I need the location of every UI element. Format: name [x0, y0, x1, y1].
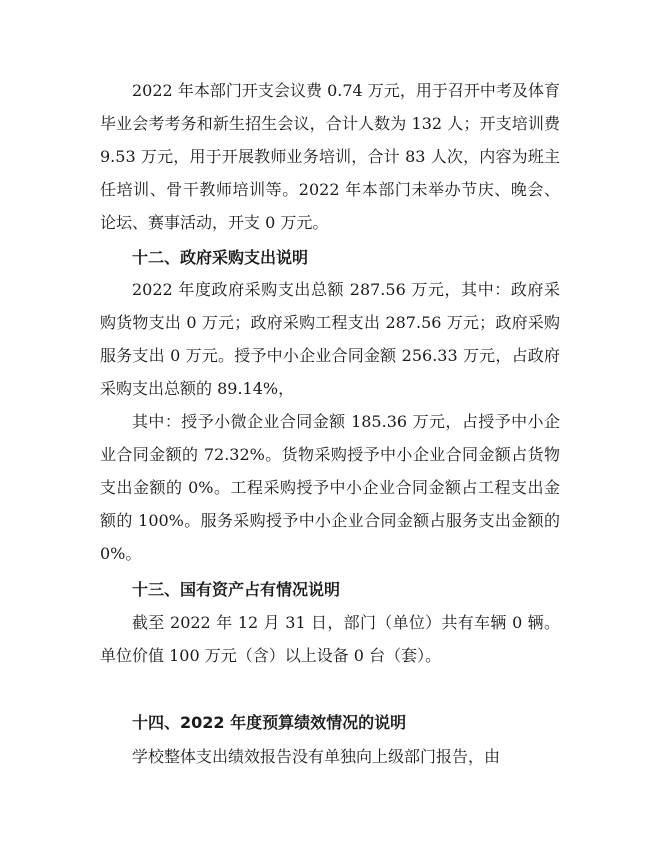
paragraph-procurement-total: 2022 年度政府采购支出总额 287.56 万元，其中：政府采购货物支出 0 万元；政府采购工程支出 287.56 万元；政府采购服务支出 0 万元。授予中小企业合同金额 256.33 万元，占政府采购支出总额的 89.14%，: [100, 280, 560, 398]
section-heading-budget-performance: 十四、2022 年度预算绩效情况的说明: [132, 713, 407, 732]
section-heading-government-procurement: 十二、政府采购支出说明: [132, 248, 309, 267]
paragraph-procurement-detail: 其中：授予小微企业合同金额 185.36 万元，占授予中小企业合同金额的 72.32%。货物采购授予中小企业合同金额占货物支出金额的 0%。工程采购授予中小企业合同金额占工程支出金额的 100%。服务采购授予中小企业合同金额占服务支出金额的 0%。: [100, 412, 560, 563]
section-heading-state-assets: 十三、国有资产占有情况说明: [132, 580, 341, 599]
paragraph-meeting-training-expenses: 2022 年本部门开支会议费 0.74 万元，用于召开中考及体育毕业会考考务和新生招生会议，合计人数为 132 人；开支培训费 9.53 万元，用于开展教师业务培训，合计 83 人次，内容为班主任培训、骨干教师培训等。2022 年本部门未举办节庆、晚会、论坛、赛事活动，开支 0 万元。: [100, 81, 560, 232]
paragraph-performance: 学校整体支出绩效报告没有单独向上级部门报告，由: [132, 747, 501, 766]
paragraph-assets: 截至 2022 年 12 月 31 日，部门（单位）共有车辆 0 辆。单位价值 100 万元（含）以上设备 0 台（套）。: [100, 613, 560, 665]
